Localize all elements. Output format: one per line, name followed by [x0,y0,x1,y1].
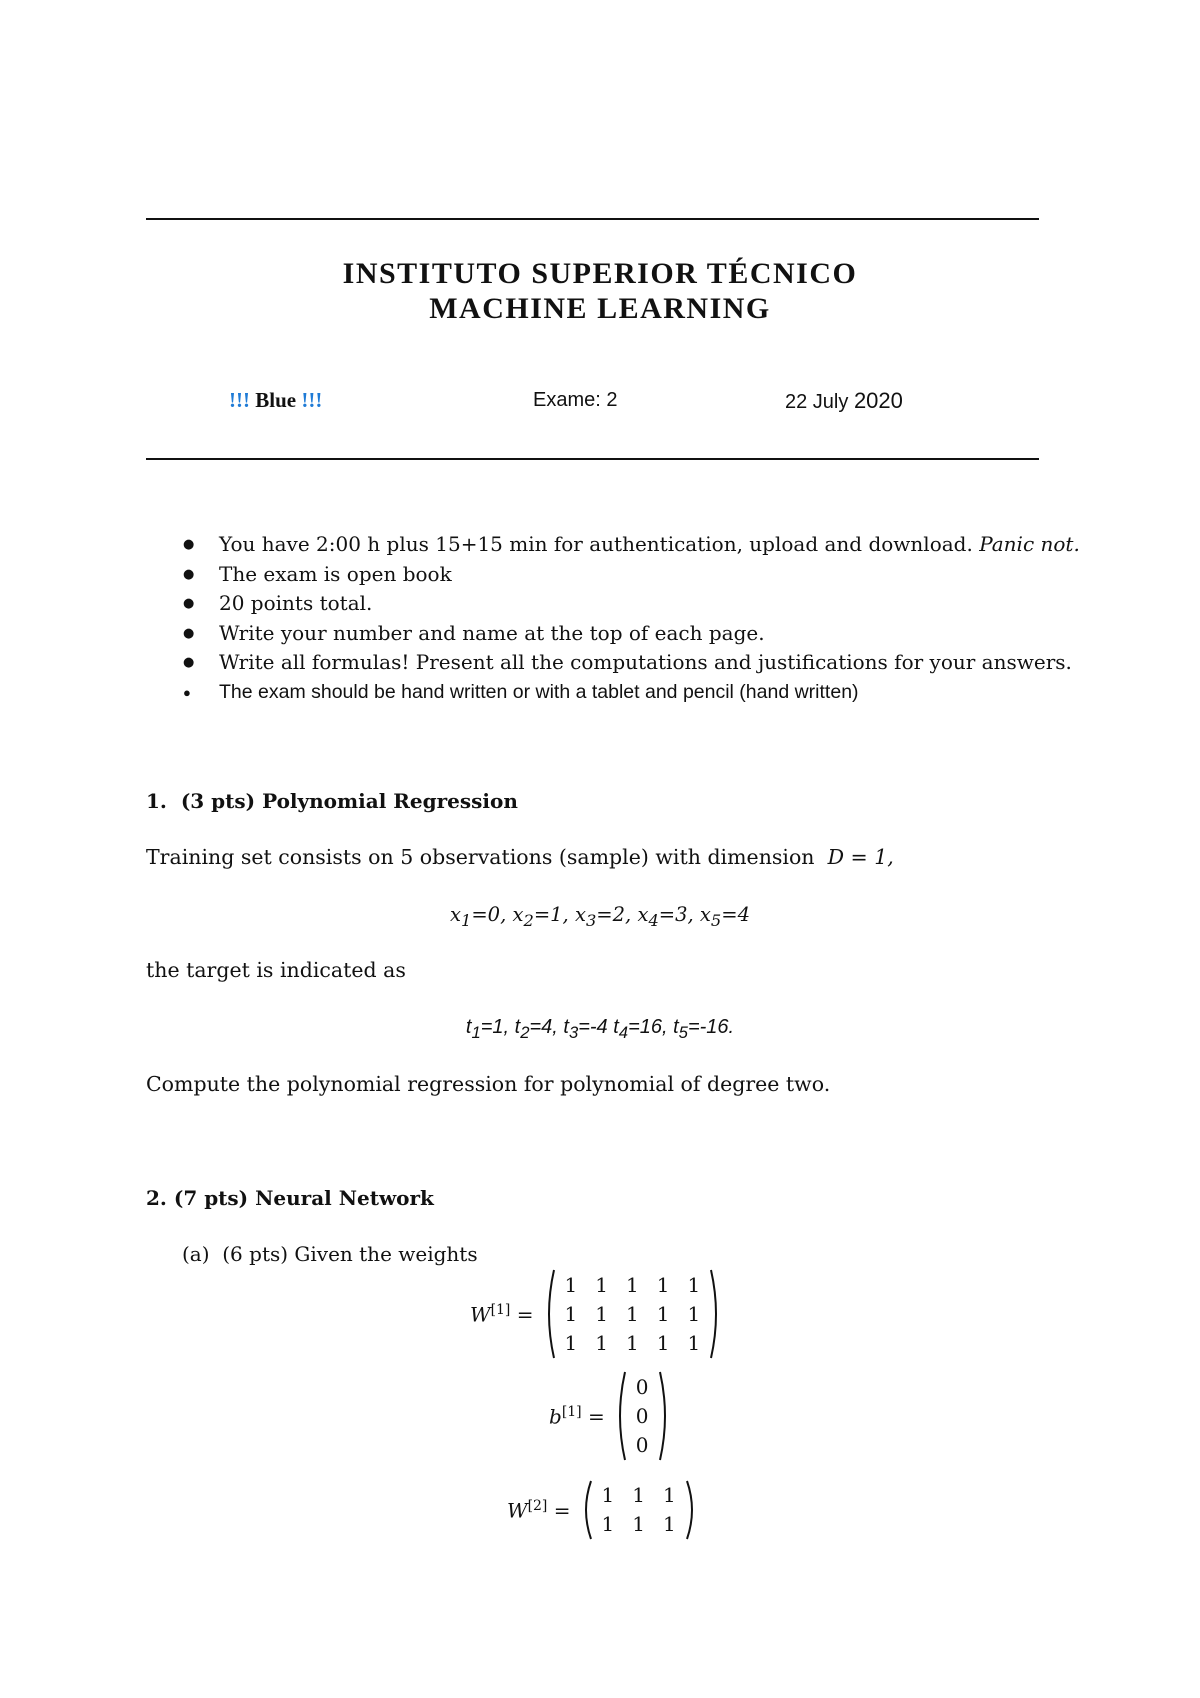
instruction-item [183,678,1080,708]
top-rule [146,218,1039,220]
q2-title: (7 pts) Neural Network [173,1186,434,1210]
matrix-w1-entry: 1 [595,1330,608,1355]
matrix-w2-entry: 1 [632,1483,645,1507]
course-title: MACHINE LEARNING [429,292,771,325]
instruction-item [183,589,1080,619]
matrix-w1-entry: 1 [595,1301,608,1326]
vector-b1 [549,1370,672,1462]
matrix-w1-entry: 1 [687,1330,701,1355]
matrix-w2-entry: 1 [663,1483,676,1507]
matrix-w1-entry: 1 [687,1301,701,1326]
left-paren [579,1479,593,1541]
instruction-item [183,530,1080,560]
instruction-text: You have 2:00 h plus 15+15 min for authentication, upload and download. [219,532,973,556]
q2-part-a-label: (a) [182,1242,210,1266]
matrix-w1-label: W[1] = [470,1301,534,1327]
vector-b1-grid [627,1373,658,1460]
matrix-w2-entry: 1 [663,1512,676,1536]
instruction-text: Write your number and name at the top of each page. [219,620,765,645]
instruction-text: 20 points total. [219,591,373,615]
matrix-w1-entry: 1 [656,1301,670,1326]
right-paren [685,1479,699,1541]
instructions-list [183,530,1080,707]
left-paren [542,1268,556,1360]
instruction-emphasis: Panic not. [979,532,1080,556]
matrix-w1-entry: 1 [687,1272,701,1297]
right-paren [709,1268,723,1360]
exam-date-year: 2020 [853,388,903,413]
exam-number: Exame: 2 [533,389,618,411]
matrix-w2 [507,1479,699,1541]
institution-title: INSTITUTO SUPERIOR TÉCNICO [342,257,858,290]
matrix-w2-label: W[2] = [507,1497,571,1523]
matrix-w1-entry: 1 [564,1301,578,1326]
header-bottom-rule [146,458,1039,460]
exam-date-day-month: 22 July [785,391,849,413]
q1-intro [146,845,894,869]
version-suffix: !!! [301,388,323,412]
left-paren [613,1370,627,1462]
version-prefix: !!! [229,388,250,412]
matrix-w1-grid [556,1271,710,1358]
q2-number: 2. [146,1186,167,1210]
instruction-item [183,560,1080,590]
matrix-w2-entry: 1 [601,1483,615,1507]
right-paren [658,1370,672,1462]
vector-b1-entry: 0 [635,1432,649,1457]
matrix-w1-entry: 1 [656,1272,670,1297]
instruction-item [183,648,1080,678]
q1-dimension: D = 1, [827,845,894,869]
exam-date [785,388,903,414]
matrix-w1-entry: 1 [564,1330,578,1355]
exam-version [229,388,322,413]
matrix-w2-entry: 1 [632,1512,645,1536]
q2-heading [146,1186,434,1210]
instruction-item [183,619,1080,649]
matrix-w1-entry: 1 [564,1272,578,1297]
matrix-w1-entry: 1 [626,1301,639,1326]
instruction-text: The exam should be hand written or with a tablet and pencil (hand written) [219,680,859,703]
vector-b1-entry: 0 [635,1403,649,1428]
q2-part-a-text: (6 pts) Given the weights [222,1242,478,1266]
q1-intro-text: Training set consists on 5 observations (sample) with dimension [146,845,815,869]
version-name: Blue [255,388,297,412]
q1-target-intro: the target is indicated as [146,958,406,982]
q1-heading [146,789,518,813]
q2-part-a [182,1242,478,1266]
matrix-w1 [470,1268,723,1360]
q1-x-values: $x_1=0$, $x_2=1$, $x_3=2$, $x_4=3$, $x_5=4$ [449,903,751,930]
matrix-w1-entry: 1 [626,1272,639,1297]
matrix-w1-entry: 1 [656,1330,670,1355]
instruction-text: Write all formulas! Present all the computations and justifications for your answers. [219,650,1072,674]
matrix-w1-entry: 1 [595,1272,608,1297]
q1-number: 1. [146,789,167,813]
matrix-w2-entry: 1 [601,1512,615,1536]
matrix-w2-grid [593,1481,685,1539]
q1-title: (3 pts) Polynomial Regression [180,789,518,813]
q1-task: Compute the polynomial regression for polynomial of degree two. [146,1072,831,1096]
vector-b1-label: b[1] = [549,1403,605,1429]
matrix-w1-entry: 1 [626,1330,639,1355]
vector-b1-entry: 0 [635,1374,649,1399]
instruction-text: The exam is open book [219,561,452,586]
q1-t-values: $t_1=1$, $t_2=4$, $t_3=-4$ $t_4=16$, $t_5=-16$. [465,1016,735,1042]
